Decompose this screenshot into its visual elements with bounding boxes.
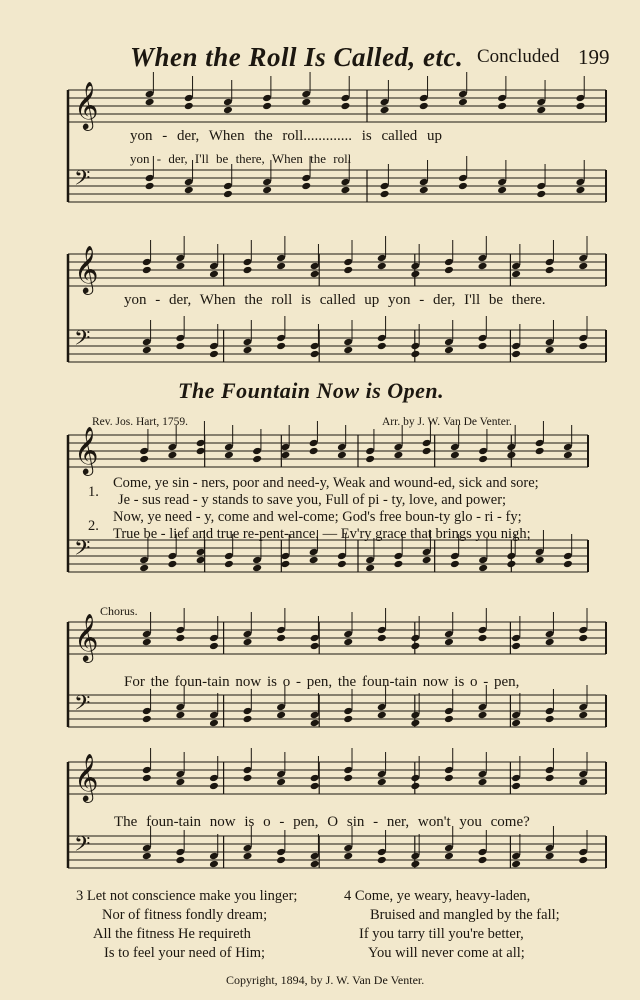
note-head <box>209 642 219 651</box>
hymn-title: When the Roll Is Called, etc. <box>130 42 464 72</box>
note-head <box>410 719 420 728</box>
note-head <box>422 556 432 565</box>
note-head <box>478 778 488 787</box>
bass-clef: 𝄢 <box>74 691 91 722</box>
note-head <box>276 262 286 271</box>
note-head <box>393 451 403 460</box>
note-head <box>310 642 320 651</box>
note-head <box>276 711 286 720</box>
note-head <box>535 447 545 456</box>
author-credit: Rev. Jos. Hart, 1759. <box>92 416 189 428</box>
note-head <box>343 266 353 275</box>
note-head <box>252 455 262 464</box>
note-head <box>478 634 488 643</box>
note-head <box>224 560 234 569</box>
note-head <box>393 560 403 569</box>
note-head <box>478 262 488 271</box>
hymn2-title: The Fountain Now is Open. <box>178 378 445 403</box>
note-head <box>243 774 253 783</box>
note-head <box>545 346 555 355</box>
lyric-line: yon - der, I'll be there, When the roll <box>130 151 352 166</box>
page-number: 199 <box>578 45 610 69</box>
note-head <box>139 564 149 573</box>
verse-line: Now, ye need - y, come and wel-come; God's free boun-ty glo - ri - fy; <box>113 509 522 525</box>
note-head <box>458 182 468 191</box>
note-head <box>337 560 347 569</box>
note-head <box>309 447 319 456</box>
note-head <box>444 266 454 275</box>
bass-clef: 𝄢 <box>74 832 91 863</box>
note-head <box>450 560 460 569</box>
note-head <box>545 852 555 861</box>
note-head <box>175 711 185 720</box>
note-head <box>377 262 387 271</box>
note-head <box>380 190 390 199</box>
note-head <box>276 342 286 351</box>
treble-clef: 𝄞 <box>74 243 99 293</box>
note-head <box>377 634 387 643</box>
note-head <box>545 774 555 783</box>
note-head <box>536 190 546 199</box>
concluded-label: Concluded <box>477 46 560 67</box>
note-head <box>545 715 555 724</box>
note-head <box>309 556 319 565</box>
note-head <box>175 634 185 643</box>
note-head <box>175 856 185 865</box>
bass-clef: 𝄢 <box>74 536 91 567</box>
note-head <box>175 778 185 787</box>
note-head <box>563 451 573 460</box>
note-head <box>458 98 468 107</box>
note-head <box>243 638 253 647</box>
note-head <box>506 560 516 569</box>
note-head <box>575 186 585 195</box>
note-head <box>223 106 233 115</box>
lyric-line: yon - der, When the roll is called up yon - der, I'll be there. <box>124 292 546 308</box>
note-head <box>506 451 516 460</box>
stanza-line: Nor of fitness fondly dream; <box>102 907 268 923</box>
stanza-3 <box>76 887 297 963</box>
note-head <box>209 860 219 869</box>
verse-line: True be - lief and true re-pent-ance, — Ev'ry grace that brings you nigh; <box>113 526 531 542</box>
note-head <box>167 451 177 460</box>
note-head <box>310 270 320 279</box>
note-head <box>175 342 185 351</box>
note-head <box>142 852 152 861</box>
note-head <box>380 106 390 115</box>
copyright: Copyright, 1894, by J. W. Van De Venter. <box>226 973 425 987</box>
note-head <box>343 346 353 355</box>
note-head <box>223 190 233 199</box>
note-head <box>276 856 286 865</box>
note-head <box>578 634 588 643</box>
note-head <box>145 182 155 191</box>
note-head <box>497 186 507 195</box>
note-head <box>262 102 272 111</box>
note-head <box>243 266 253 275</box>
note-head <box>478 455 488 464</box>
note-head <box>511 350 521 359</box>
verse-line: Je - sus read - y stands to save you, Full of pi - ty, love, and power; <box>118 492 507 508</box>
stanza-line: 4 Come, ye weary, heavy-laden, <box>344 888 531 904</box>
note-head <box>377 778 387 787</box>
note-head <box>419 102 429 111</box>
note-head <box>145 98 155 107</box>
note-head <box>377 856 387 865</box>
note-head <box>536 106 546 115</box>
note-head <box>497 102 507 111</box>
note-head <box>444 774 454 783</box>
note-head <box>142 715 152 724</box>
note-head <box>444 852 454 861</box>
note-head <box>377 342 387 351</box>
arranger-credit: Arr. by J. W. Van De Venter. <box>382 416 512 428</box>
treble-clef: 𝄞 <box>74 751 99 801</box>
chorus-label: Chorus. <box>100 604 138 618</box>
bass-clef: 𝄢 <box>74 166 91 197</box>
stanza-line: If you tarry till you're better, <box>359 926 524 942</box>
note-head <box>184 186 194 195</box>
note-head <box>410 782 420 791</box>
note-head <box>167 560 177 569</box>
note-head <box>410 270 420 279</box>
note-head <box>444 638 454 647</box>
note-head <box>444 715 454 724</box>
note-head <box>444 346 454 355</box>
note-head <box>301 98 311 107</box>
note-head <box>410 350 420 359</box>
note-head <box>243 346 253 355</box>
verse-line: Come, ye sin - ners, poor and need-y, Weak and wound-ed, sick and sore; <box>113 475 539 491</box>
note-head <box>310 350 320 359</box>
stanza-line: All the fitness He requireth <box>93 926 251 942</box>
note-head <box>340 102 350 111</box>
chorus-line: For the foun-tain now is o - pen, the foun-tain now is o - pen, <box>124 674 520 690</box>
note-head <box>142 774 152 783</box>
note-head <box>142 638 152 647</box>
note-head <box>301 182 311 191</box>
note-head <box>337 451 347 460</box>
note-head <box>478 342 488 351</box>
stanza-line: 3 Let not conscience make you linger; <box>76 888 298 904</box>
note-head <box>511 782 521 791</box>
note-head <box>365 455 375 464</box>
note-head <box>262 186 272 195</box>
stanza-line: Bruised and mangled by the fall; <box>370 907 560 923</box>
note-head <box>545 638 555 647</box>
note-head <box>276 778 286 787</box>
note-head <box>243 852 253 861</box>
note-head <box>545 266 555 275</box>
note-head <box>511 860 521 869</box>
note-head <box>276 634 286 643</box>
note-head <box>575 102 585 111</box>
stanza-line: You will never come at all; <box>368 945 525 961</box>
stanza-line: Is to feel your need of Him; <box>104 945 266 961</box>
treble-clef: 𝄞 <box>74 611 99 661</box>
note-head <box>243 715 253 724</box>
note-head <box>209 350 219 359</box>
note-head <box>209 270 219 279</box>
note-head <box>377 711 387 720</box>
note-head <box>410 642 420 651</box>
note-head <box>578 711 588 720</box>
note-head <box>224 451 234 460</box>
note-head <box>252 564 262 573</box>
note-head <box>142 346 152 355</box>
note-head <box>310 719 320 728</box>
treble-clef: 𝄞 <box>74 424 99 474</box>
note-head <box>450 451 460 460</box>
note-head <box>142 266 152 275</box>
note-head <box>139 455 149 464</box>
note-head <box>422 447 432 456</box>
note-head <box>410 860 420 869</box>
note-head <box>578 342 588 351</box>
note-head <box>184 102 194 111</box>
note-head <box>310 782 320 791</box>
note-head <box>340 186 350 195</box>
note-head <box>478 711 488 720</box>
note-head <box>478 856 488 865</box>
lyric-line: yon - der, When the roll............. is called up <box>130 128 443 144</box>
note-head <box>511 642 521 651</box>
note-head <box>419 186 429 195</box>
bass-clef: 𝄢 <box>74 326 91 357</box>
note-head <box>478 564 488 573</box>
verse-number: 2. <box>88 518 99 534</box>
note-head <box>175 262 185 271</box>
note-head <box>209 782 219 791</box>
note-head <box>578 778 588 787</box>
note-head <box>310 860 320 869</box>
verse-number: 1. <box>88 484 99 500</box>
note-head <box>365 564 375 573</box>
note-head <box>343 638 353 647</box>
chorus-line: The foun-tain now is o - pen, O sin - ner, won't you come? <box>114 814 530 830</box>
note-head <box>343 852 353 861</box>
note-head <box>209 719 219 728</box>
note-head <box>563 560 573 569</box>
note-head <box>343 774 353 783</box>
note-head <box>511 270 521 279</box>
note-head <box>535 556 545 565</box>
treble-clef: 𝄞 <box>74 79 99 129</box>
stanza-4 <box>344 887 560 963</box>
note-head <box>578 856 588 865</box>
note-head <box>343 715 353 724</box>
note-head <box>578 262 588 271</box>
note-head <box>511 719 521 728</box>
